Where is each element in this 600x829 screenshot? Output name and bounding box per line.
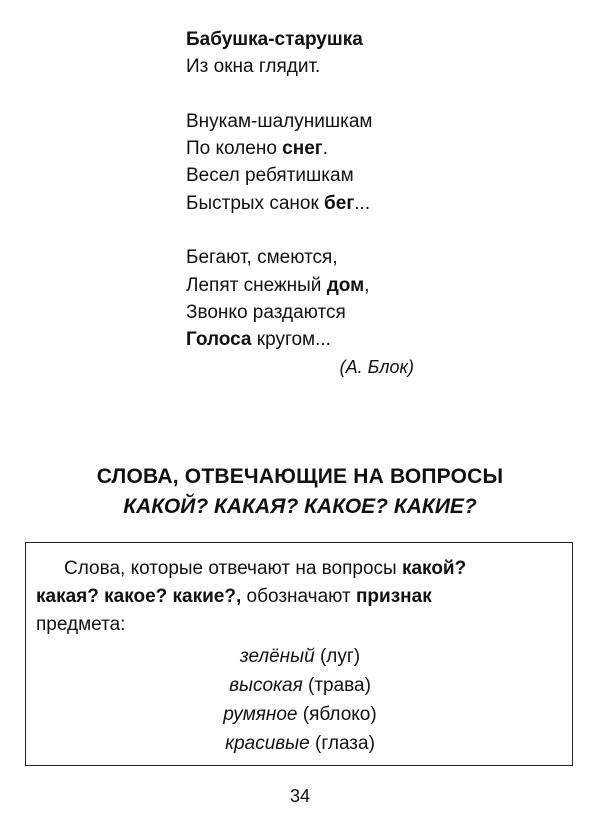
stanza-gap <box>186 81 426 108</box>
poem-bold-word: дом <box>326 274 365 296</box>
page-number: 34 <box>289 786 311 806</box>
poem-stanza-2 <box>186 108 426 217</box>
poem-text: Бегают, смеются, <box>186 247 338 269</box>
poem-author: (А. Блок) <box>339 356 414 377</box>
rule-line-1 <box>36 555 566 583</box>
example-item <box>0 642 600 671</box>
stanza-gap <box>186 217 426 244</box>
poem-line <box>186 299 426 326</box>
example-noun: (трава) <box>302 675 371 696</box>
poem-bold-word: Голоса <box>186 329 252 351</box>
example-item <box>0 700 600 729</box>
poem-text: Внукам-шалунишкам <box>186 110 373 132</box>
poem-text: кругом... <box>251 329 331 351</box>
poem-stanza-1 <box>186 26 426 81</box>
example-item <box>0 729 600 758</box>
poem-bold-word: Бабушка-старушка <box>186 29 363 50</box>
section-subtitle: КАКОЙ? КАКАЯ? КАКОЕ? КАКИЕ? <box>123 495 477 518</box>
example-noun: (яблоко) <box>297 704 377 725</box>
poem <box>186 26 426 381</box>
section-title: СЛОВА, ОТВЕЧАЮЩИЕ НА ВОПРОСЫ <box>96 465 504 488</box>
poem-text: Звонко раздаются <box>186 301 346 323</box>
rule-bold-questions: какая? какое? какие?, <box>36 586 242 607</box>
poem-text: , <box>364 274 370 296</box>
example-noun: (глаза) <box>309 733 375 754</box>
example-adjective: румяное <box>223 704 298 725</box>
poem-stanza-3 <box>186 244 426 353</box>
example-adjective: зелёный <box>239 646 315 667</box>
poem-line <box>186 162 426 189</box>
section-heading <box>0 462 600 522</box>
rule-text-part: Слова, которые отвечают на вопросы <box>64 558 402 579</box>
rule-bold-term: признак <box>355 586 432 607</box>
poem-line <box>186 244 426 271</box>
poem-text: По колено <box>186 138 283 160</box>
rule-line-2 <box>36 583 566 611</box>
rule-text <box>36 555 566 639</box>
example-adjective: высокая <box>229 675 303 696</box>
example-item <box>0 671 600 700</box>
poem-text: Лепят снежный <box>186 274 327 296</box>
poem-line <box>186 190 426 217</box>
poem-text: ... <box>354 192 371 214</box>
rule-bold-question: какой? <box>401 558 467 579</box>
poem-text: Быстрых санок <box>186 192 325 214</box>
poem-bold-word: бег <box>324 192 355 214</box>
poem-line <box>186 108 426 135</box>
rule-text-part: обозначают <box>241 586 356 607</box>
poem-line <box>186 135 426 162</box>
poem-line <box>186 53 426 80</box>
poem-line <box>186 326 426 353</box>
poem-text: Весел ребятишкам <box>186 165 354 187</box>
poem-line <box>186 26 426 53</box>
poem-text: Из окна глядит. <box>186 56 321 78</box>
examples-list <box>0 642 600 758</box>
poem-bold-word: снег <box>282 138 323 160</box>
rule-line-3: предмета: <box>36 614 126 635</box>
example-noun: (луг) <box>314 646 361 667</box>
poem-line <box>186 272 426 299</box>
example-adjective: красивые <box>225 733 310 754</box>
poem-text: . <box>322 138 328 160</box>
